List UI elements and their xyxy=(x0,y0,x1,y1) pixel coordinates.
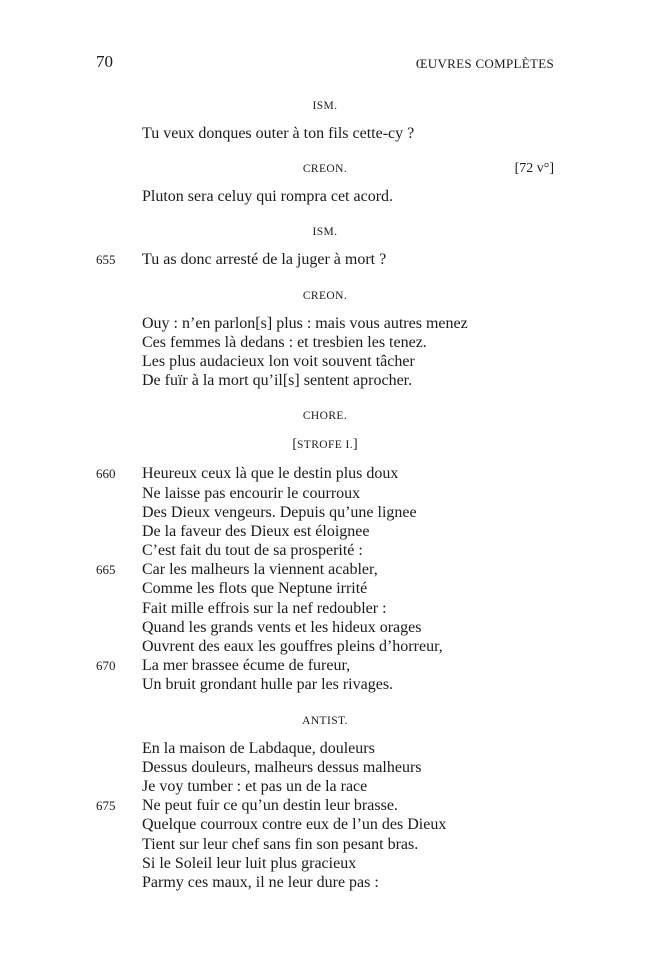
verse-group xyxy=(96,464,554,694)
verse-line xyxy=(96,187,554,206)
speaker-heading xyxy=(96,96,554,116)
verse-line xyxy=(96,464,554,483)
section-title: STROFE I. xyxy=(297,439,353,452)
verse-line xyxy=(96,541,554,560)
line-number: 660 xyxy=(96,466,116,482)
verse-text: Ouvrent des eaux les gouffres pleins d’horreur, xyxy=(142,638,443,655)
verse-line xyxy=(96,637,554,656)
verse-line xyxy=(96,835,554,854)
section-heading xyxy=(96,434,554,456)
verse-text: Heureux ceux là que le destin plus doux xyxy=(142,465,399,483)
verse-line xyxy=(96,873,554,892)
line-number: 675 xyxy=(96,798,116,814)
verse-text: Ne peut fuir ce qu’un destin leur brasse. xyxy=(142,797,398,815)
verse-text: Un bruit grondant hulle par les rivages. xyxy=(142,676,394,694)
verse-text: Tient sur leur chef sans fin son pesant bras. xyxy=(142,835,419,853)
speaker-heading xyxy=(96,711,554,731)
verse-text: Tu veux donques outer à ton fils cette-cy ? xyxy=(142,125,415,142)
speaker-heading xyxy=(96,286,554,306)
verse-line xyxy=(96,484,554,503)
page-number: 70 xyxy=(96,52,113,71)
verse-line xyxy=(96,522,554,541)
bracket-close: ] xyxy=(353,437,358,453)
verse-line xyxy=(96,739,554,758)
verse-line xyxy=(96,854,554,873)
verse-text: Je voy tumber : et pas un de la race xyxy=(142,777,368,795)
running-head: ŒUVRES COMPLÈTES xyxy=(415,56,554,71)
verse-text: Quand les grands vents et les hideux orages xyxy=(142,618,422,636)
line-number: 665 xyxy=(96,562,116,578)
verse-line xyxy=(96,352,554,371)
verse-line xyxy=(96,758,554,777)
bracket-open: [ xyxy=(292,437,297,453)
verse-line xyxy=(96,815,554,834)
verse-line xyxy=(96,618,554,637)
verse-line xyxy=(96,675,554,694)
verse-line xyxy=(96,656,554,675)
verse-text: Les plus audacieux lon voit souvent tâcher xyxy=(142,352,415,370)
verse-text: En la maison de Labdaque, douleurs xyxy=(142,739,375,757)
verse-text: Parmy ces maux, il ne leur dure pas : xyxy=(142,873,379,891)
speaker-heading xyxy=(96,159,554,179)
verse-text: Des Dieux vengeurs. Depuis qu’une lignee xyxy=(142,503,417,521)
verse-text: Car les malheurs la viennent acabler, xyxy=(142,561,378,579)
verse-text: Pluton sera celuy qui rompra cet acord. xyxy=(142,188,394,206)
speaker-heading xyxy=(96,406,554,426)
verse-line xyxy=(96,250,554,269)
verse-group xyxy=(96,187,554,206)
speaker-name: CHORE. xyxy=(302,410,348,423)
verse-line xyxy=(96,560,554,579)
verse-text: Fait mille effrois sur la nef redoubler : xyxy=(142,599,387,617)
verse-text: Dessus douleurs, malheurs dessus malheurs xyxy=(142,758,422,776)
speaker-name: CREON. xyxy=(302,289,348,302)
verse-text: Ouy : n’en parlon[s] plus : mais vous autres menez xyxy=(142,314,468,332)
verse-line xyxy=(96,333,554,352)
verse-group xyxy=(96,124,554,143)
speaker-name: ISM. xyxy=(312,226,338,239)
speaker-heading xyxy=(96,222,554,242)
verse-text: De fuïr à la mort qu’il[s] sentent aprocher. xyxy=(142,372,413,390)
verse-line xyxy=(96,796,554,815)
verse-line xyxy=(96,777,554,796)
speaker-name: ANTIST. xyxy=(302,714,348,727)
verse-line xyxy=(96,314,554,333)
verse-line xyxy=(96,579,554,598)
text-block xyxy=(96,80,554,892)
verse-text: Ne laisse pas encourir le courroux xyxy=(142,484,361,502)
verse-text: De la faveur des Dieux est éloignee xyxy=(142,522,370,540)
verse-line xyxy=(96,503,554,522)
verse-text: Si le Soleil leur luit plus gracieux xyxy=(142,854,357,872)
verse-line xyxy=(96,599,554,618)
verse-group xyxy=(96,250,554,269)
line-number: 655 xyxy=(96,252,116,268)
verse-text: La mer brassee écume de fureur, xyxy=(142,657,351,675)
verse-line xyxy=(96,124,554,143)
verse-text: Tu as donc arresté de la juger à mort ? xyxy=(142,251,387,269)
verse-text: Quelque courroux contre eux de l’un des Dieux xyxy=(142,816,447,834)
verse-group xyxy=(96,314,554,391)
verse-group xyxy=(96,739,554,893)
speaker-name: ISM. xyxy=(312,100,338,112)
folio-reference: [72 v°] xyxy=(514,161,554,177)
verse-text: Ces femmes là dedans : et tresbien les tenez. xyxy=(142,333,427,351)
speaker-name: CREON. xyxy=(302,163,348,176)
verse-line xyxy=(96,371,554,390)
verse-text: C’est fait du tout de sa prosperité : xyxy=(142,542,363,560)
line-number: 670 xyxy=(96,658,116,674)
verse-text: Comme les flots que Neptune irrité xyxy=(142,580,368,598)
